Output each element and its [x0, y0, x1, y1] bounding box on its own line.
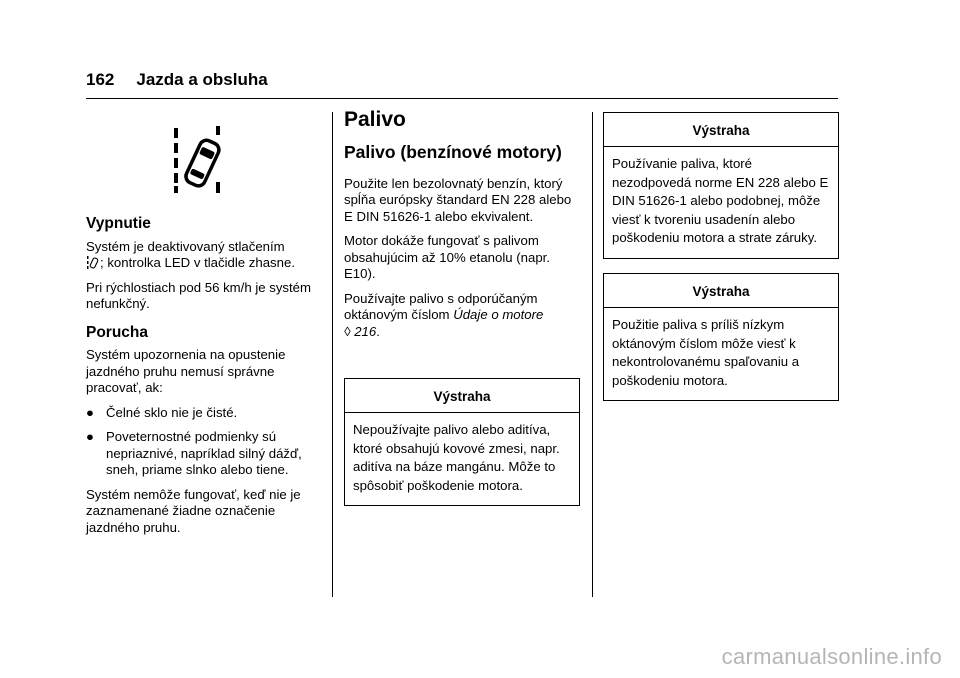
warning-title: Výstraha [345, 379, 579, 413]
lane-assist-icon [86, 255, 100, 269]
warning-text: Používanie paliva, ktoré nezodpovedá norme EN 228 alebo E DIN 51626-1 alebo podobnej, môže viesť k tvoreniu usadenín alebo poškodeniu motora a strate záruky. [612, 156, 829, 245]
header-rule [86, 98, 838, 99]
warning-box-norm [603, 112, 839, 259]
paragraph-unleaded: Použite len bezolovnatý benzín, ktorý spĺňa európsky štandard EN 228 alebo E DIN 51626-1 alebo ekvivalent. [344, 175, 572, 224]
page-header [86, 70, 268, 90]
column-divider-left [332, 112, 333, 597]
section-title-palivo: Palivo [344, 108, 406, 131]
middle-column [344, 108, 580, 348]
warning-box-octane [603, 273, 839, 401]
list-item: ● Poveternostné podmienky sú nepriaznivé, napríklad silný dážď, sneh, priame slnko alebo tiene. [86, 429, 302, 477]
warning-box-additives [344, 378, 580, 506]
warning-title: Výstraha [604, 274, 838, 308]
paragraph-octane: Používajte palivo s odporúčaným oktánovým číslom Údaje o motore ◊ 216. [344, 290, 544, 339]
warning-text: Nepoužívajte palivo alebo aditíva, ktoré obsahujú kovové zmesi, napr. aditíva na báze mangánu. Môže to spôsobiť poškodenie motora. [353, 422, 560, 493]
heading-vypnutie: Vypnutie [86, 215, 151, 232]
section-title: Jazda a obsluha [136, 70, 268, 89]
list-item: ● Čelné sklo nie je čisté. [86, 404, 238, 420]
page-ref[interactable]: 216 [354, 323, 377, 339]
paragraph-no-markings: Systém nemôže fungovať, keď nie je zaznamenané žiadne označenie jazdného pruhu. [86, 486, 301, 535]
watermark: carmanualsonline.info [721, 644, 942, 669]
warning-text: Použitie paliva s príliš nízkym oktánovým číslom môže viesť k nekontrolovanému spaľovaniu a poškodeniu motora. [612, 317, 800, 388]
subsection-title-petrol: Palivo (benzínové motory) [344, 141, 562, 162]
paragraph-ethanol: Motor dokáže fungovať s palivom obsahujúcim až 10% etanolu (napr. E10). [344, 233, 551, 281]
engine-data-link[interactable]: Údaje o motore [453, 307, 544, 322]
heading-porucha: Porucha [86, 323, 149, 341]
page-number: 162 [86, 70, 115, 89]
column-divider-right [592, 112, 593, 597]
paragraph-speed-limit: Pri rýchlostiach pod 56 km/h je systém nefunkčný. [86, 279, 312, 311]
page-ref-arrow-icon: ◊ [344, 323, 351, 339]
left-column [86, 126, 322, 544]
paragraph-deactivation: Systém je deaktivovaný stlačením ; kontrolka LED v tlačidle zhasne. [86, 238, 295, 270]
paragraph-fault-intro: Systém upozornenia na opustenie jazdného pruhu nemusí správne pracovať, ak: [86, 347, 286, 395]
lane-departure-warning-icon [172, 126, 232, 194]
warning-title: Výstraha [604, 113, 838, 147]
